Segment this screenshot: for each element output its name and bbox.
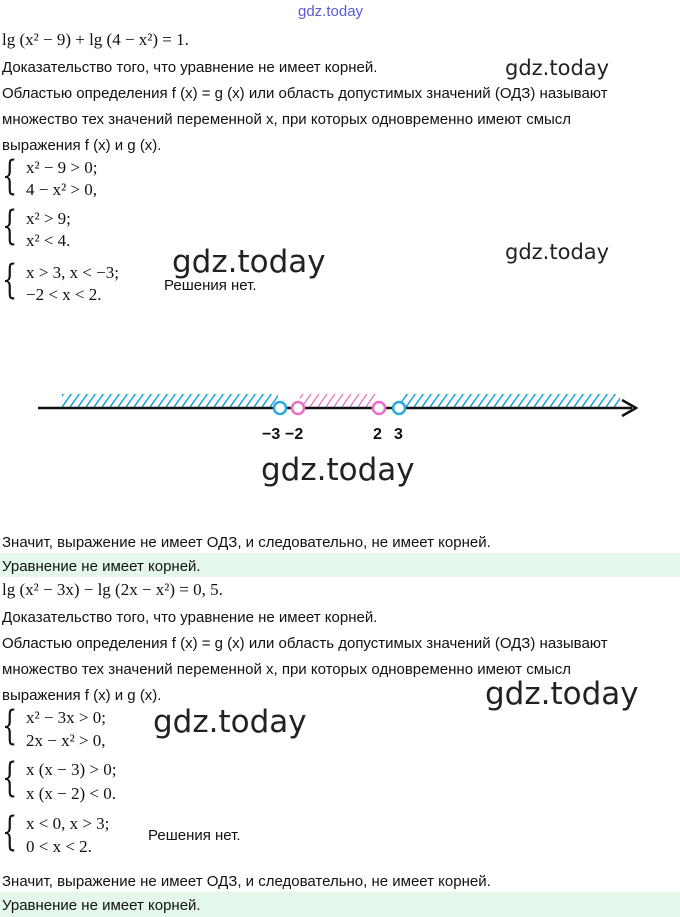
number-line bbox=[0, 380, 680, 440]
system-brace: { bbox=[2, 703, 18, 749]
equation-2: lg (x² − 3x) − lg (2x − x²) = 0, 5. bbox=[2, 580, 223, 599]
watermark-top: gdz.today bbox=[298, 3, 364, 20]
definition-line-1: Областью определения f (x) = g (x) или область допустимых значений (ОДЗ) называют bbox=[2, 635, 608, 652]
watermark: gdz.today bbox=[153, 704, 307, 740]
system-2-line-1: x² > 9; bbox=[26, 209, 71, 228]
conclusion-2: Значит, выражение не имеет ОДЗ, и следовательно, не имеет корней. bbox=[2, 873, 491, 890]
system-3-line-2: 0 < x < 2. bbox=[26, 837, 92, 856]
system-brace: { bbox=[2, 257, 18, 303]
definition-line-1: Областью определения f (x) = g (x) или область допустимых значений (ОДЗ) называют bbox=[2, 85, 608, 102]
system-3-line-2: −2 < x < 2. bbox=[26, 285, 102, 304]
system-2-line-1: x (x − 3) > 0; bbox=[26, 760, 117, 779]
system-1-line-1: x² − 3x > 0; bbox=[26, 708, 106, 727]
tick-label-2: 2 bbox=[373, 426, 382, 443]
hatch-middle bbox=[300, 394, 378, 408]
definition-line-3: выражения f (x) и g (x). bbox=[2, 687, 162, 704]
system-3-line-1: x < 0, x > 3; bbox=[26, 814, 110, 833]
watermark: gdz.today bbox=[172, 244, 326, 280]
hatch-right bbox=[400, 394, 620, 408]
system-1-line-2: 2x − x² > 0, bbox=[26, 731, 106, 750]
definition-line-2: множество тех значений переменной x, при которых одновременно имеют смысл bbox=[2, 661, 572, 678]
point-3 bbox=[393, 402, 405, 414]
point-2 bbox=[373, 402, 385, 414]
answer-2: Уравнение не имеет корней. bbox=[2, 897, 201, 914]
tick-label-3: 3 bbox=[394, 426, 403, 443]
system-1-line-2: 4 − x² > 0, bbox=[26, 180, 98, 199]
watermark: gdz.today bbox=[505, 56, 610, 80]
system-1-line-1: x² − 9 > 0; bbox=[26, 158, 98, 177]
system-brace: { bbox=[2, 809, 18, 855]
answer-1: Уравнение не имеет корней. bbox=[2, 558, 201, 575]
watermark: gdz.today bbox=[505, 240, 610, 264]
system-brace: { bbox=[2, 755, 18, 801]
watermark: gdz.today bbox=[261, 452, 415, 488]
point-minus-3 bbox=[274, 402, 286, 414]
definition-line-3: выражения f (x) и g (x). bbox=[2, 137, 162, 154]
proof-line-1: Доказательство того, что уравнение не имеет корней. bbox=[2, 59, 378, 76]
system-2-line-2: x² < 4. bbox=[26, 231, 71, 250]
conclusion-1: Значит, выражение не имеет ОДЗ, и следовательно, не имеет корней. bbox=[2, 534, 491, 551]
no-solutions-1: Решения нет. bbox=[164, 277, 257, 294]
tick-label-minus-2: −2 bbox=[285, 426, 304, 443]
system-brace: { bbox=[2, 153, 18, 199]
definition-line-2: множество тех значений переменной x, при которых одновременно имеют смысл bbox=[2, 111, 572, 128]
system-brace: { bbox=[2, 203, 18, 249]
system-3-line-1: x > 3, x < −3; bbox=[26, 263, 119, 282]
no-solutions-2: Решения нет. bbox=[148, 827, 241, 844]
proof-line-2: Доказательство того, что уравнение не имеет корней. bbox=[2, 609, 378, 626]
point-minus-2 bbox=[292, 402, 304, 414]
watermark: gdz.today bbox=[485, 676, 639, 712]
equation-1: lg (x² − 9) + lg (4 − x²) = 1. bbox=[2, 30, 189, 49]
hatch-left bbox=[62, 394, 278, 408]
tick-label-minus-3: −3 bbox=[262, 426, 281, 443]
system-2-line-2: x (x − 2) < 0. bbox=[26, 784, 116, 803]
